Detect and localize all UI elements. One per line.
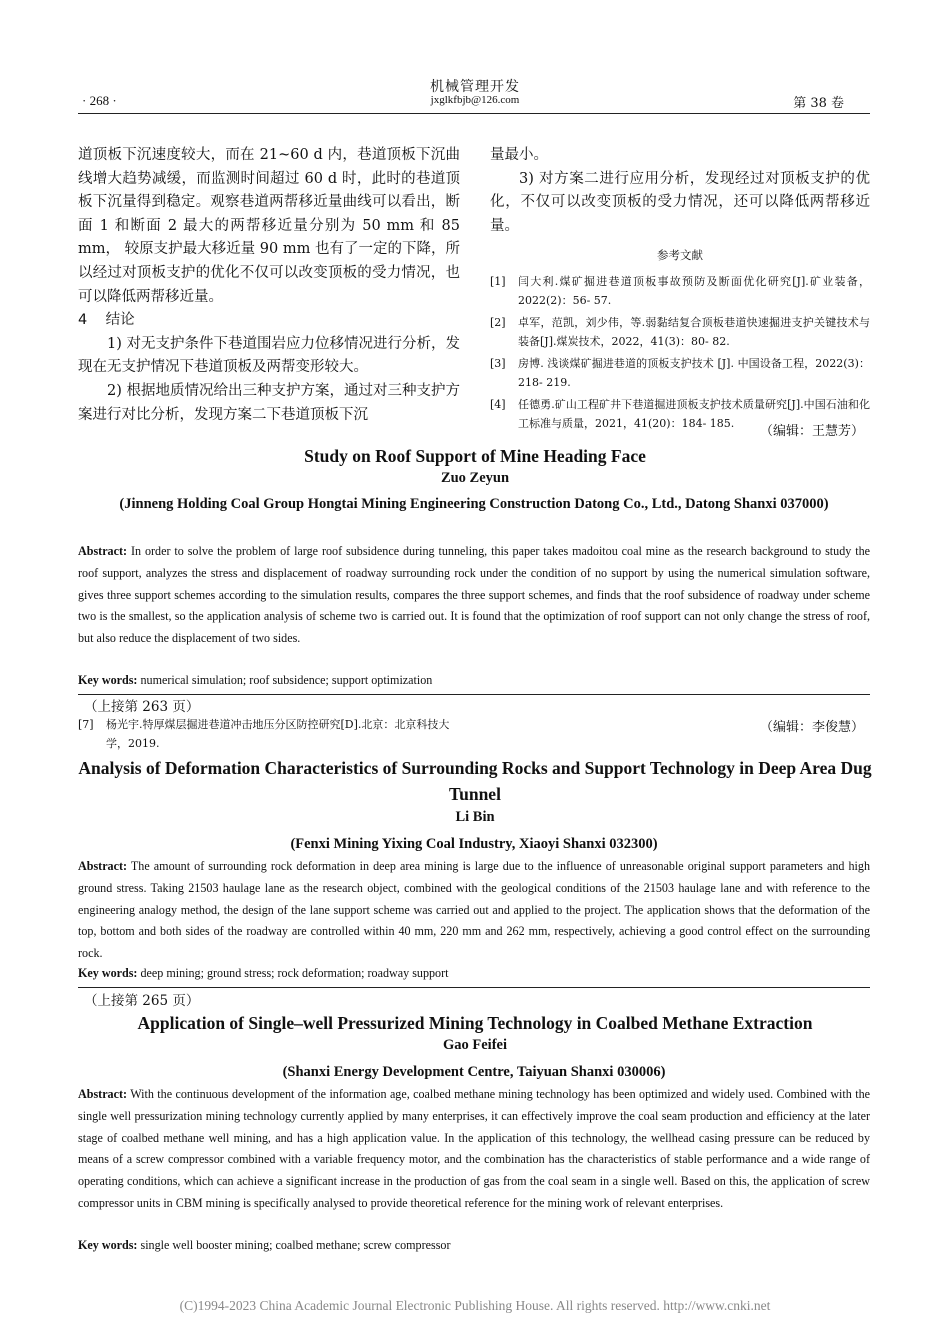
body-paragraph: 量最小。 — [490, 147, 548, 163]
journal-title: 机械管理开发 — [430, 79, 520, 95]
reference-item: [1] 闫大利.煤矿掘进巷道顶板事故预防及断面优化研究[J].矿业装备，2022(2)：56- 57. — [490, 274, 870, 307]
article-author: Zuo Zeyun — [440, 470, 510, 486]
conclusion-3: 3) 对方案二进行应用分析，发现经过对顶板支护的优化，不仅可以改变顶板的受力情况，还可以降低两帮移近量。 — [490, 170, 870, 234]
body-paragraph: 道顶板下沉速度较大，而在 21~60 d 内，巷道顶板下沉曲线增大趋势减缓，而监测时间超过 60 d 时，此时的巷道顶板下沉量得到稳定。观察巷道两帮移近量曲线可以看出，断面 1 和断面 2 最大的两帮移近量分别为 50 mm 和 85 mm， 较原支护最大移近量 90 mm 也有了一定的下降，所以经过对顶板支护的优化不仅可以改变顶板的受力情况，也可以降低两帮移近量。 — [78, 147, 460, 305]
article-author: Gao Feifei — [442, 1037, 508, 1053]
conclusion-2: 2) 根据地质情况给出三种支护方案，通过对三种支护方案进行对比分析，发现方案二下巷道顶板下沉 — [78, 382, 460, 423]
abstract-text: The amount of surrounding rock deformation in deep area mining is large due to the influence of unreasonable original support parameters and high ground stress. Taking 21503 haulage lane as the research object, combined with the geological conditions of the 21503 haulage lane and with reference to the engineering analogy method, the design of the lane support scheme was carried out and applied to the project. The application shows that the deformation of the top, bottom and both sides of the roadway are controlled within 40 mm, 220 mm and 262 mm, respectively, achieving a good control effect on the surrounding rock. — [78, 859, 870, 961]
left-column — [78, 144, 460, 427]
article-abstract — [78, 541, 870, 650]
article-title: Analysis of Deformation Characteristics of Surrounding Rocks and Support Technology in Deep Area Dug Tunnel — [78, 758, 872, 804]
continued-note: （上接第 265 页） — [84, 993, 200, 1009]
reference-item: [7] 杨光宇.特厚煤层掘进巷道冲击地压分区防控研究[D].北京：北京科技大学，2019. — [78, 718, 450, 750]
article-keywords — [78, 1238, 870, 1253]
article-abstract — [78, 1084, 870, 1215]
journal-email: jxglkfbjb@126.com — [430, 94, 520, 106]
header-rule — [78, 113, 870, 114]
article-title: Study on Roof Support of Mine Heading Face — [304, 446, 646, 466]
abstract-label: Abstract: — [78, 859, 128, 873]
article-keywords — [78, 673, 870, 688]
continued-note: （上接第 263 页） — [84, 699, 200, 715]
section-heading — [78, 309, 460, 333]
article-affiliation: (Fenxi Mining Yixing Coal Industry, Xiaoyi Shanxi 032300) — [290, 836, 658, 852]
reference-item: [4] 任德勇.矿山工程矿井下巷道掘进顶板支护技术质量研究[J].中国石油和化工标准与质量，2021，41(20)：184- 185. — [490, 397, 870, 430]
article-affiliation: (Jinneng Holding Coal Group Hongtai Mining Engineering Construction Datong Co., Ltd., Datong Shanxi 037000) — [119, 496, 829, 512]
right-column — [490, 144, 870, 436]
article-affiliation: (Shanxi Energy Development Centre, Taiyuan Shanxi 030006) — [282, 1064, 666, 1080]
abstract-label: Abstract: — [78, 544, 128, 558]
keywords-label: Key words: — [78, 673, 138, 687]
article-keywords — [78, 966, 870, 981]
article-title: Application of Single–well Pressurized Mining Technology in Coalbed Methane Extraction — [137, 1013, 813, 1033]
keywords-text: single well booster mining; coalbed methane; screw compressor — [140, 1238, 451, 1252]
section-rule — [78, 987, 870, 988]
reference-item: [2] 卓军，范凯，刘少伟，等.弱黏结复合顶板巷道快速掘进支护关键技术与装备[J].煤炭技术，2022，41(3)：80- 82. — [490, 315, 870, 348]
keywords-text: deep mining; ground stress; rock deformation; roadway support — [140, 966, 449, 980]
keywords-label: Key words: — [78, 966, 138, 980]
keywords-text: numerical simulation; roof subsidence; support optimization — [140, 673, 433, 687]
section-number: 4 — [78, 312, 88, 329]
abstract-text: In order to solve the problem of large roof subsidence during tunneling, this paper takes madoitou coal mine as the research background to study the roof support, analyzes the stress and displacement of roadway surrounding rock under the condition of no support by using the numerical simulation software, gives three support schemes according to the simulation results, compares the three support schemes, and finds that the roof subsidence of roadway under scheme two is the smallest, so the application analysis of scheme two is carried out. It is found that the optimization of roof support can not only change the stress of roof, but also reduce the displacement of two sides. — [78, 544, 870, 646]
section-title: 结论 — [105, 312, 135, 329]
abstract-label: Abstract: — [78, 1087, 128, 1101]
references-title: 参考文献 — [657, 248, 703, 263]
copyright-footer: (C)1994-2023 China Academic Journal Electronic Publishing House. All rights reserved. http://www.cnki.net — [179, 1298, 771, 1313]
volume-label: 第 38 卷 — [793, 96, 844, 111]
keywords-label: Key words: — [78, 1238, 138, 1252]
article-abstract — [78, 856, 870, 965]
reference-item: [3] 房博. 浅谈煤矿掘进巷道的顶板支护技术 [J]. 中国设备工程，2022(3)：218- 219. — [490, 356, 870, 389]
editor-note: （编辑：李俊慧） — [759, 720, 864, 735]
article-author: Li Bin — [455, 809, 495, 825]
conclusion-1: 1) 对无支护条件下巷道围岩应力位移情况进行分析，发现在无支护情况下巷道顶板及两帮变形较大。 — [78, 335, 460, 376]
abstract-text: With the continuous development of the information age, coalbed methane mining technology has been optimized and widely used. Combined with the single well pressurization mining technology currently applied by many enterprises, it can effectively improve the coal seam production and efficiency at the later stage of coalbed methane well mining, and has a high application value. In the application of this technology, the wellhead casing pressure can be reduced by means of a screw compressor combined with a variable frequency motor, and the combination has the characteristics of stable performance and a wide range of operating conditions, which can achieve a significant increase in the production of gas from the coal seam in a single well. Based on this, the application of screw compressor units in CBM mining is specifically analysed to provide theoretical reference for the mining work of relevant enterprises. — [78, 1087, 870, 1210]
page-number: · 268 · — [82, 93, 117, 108]
editor-note: （编辑：王慧芳） — [759, 424, 864, 439]
reference-list — [490, 272, 870, 433]
